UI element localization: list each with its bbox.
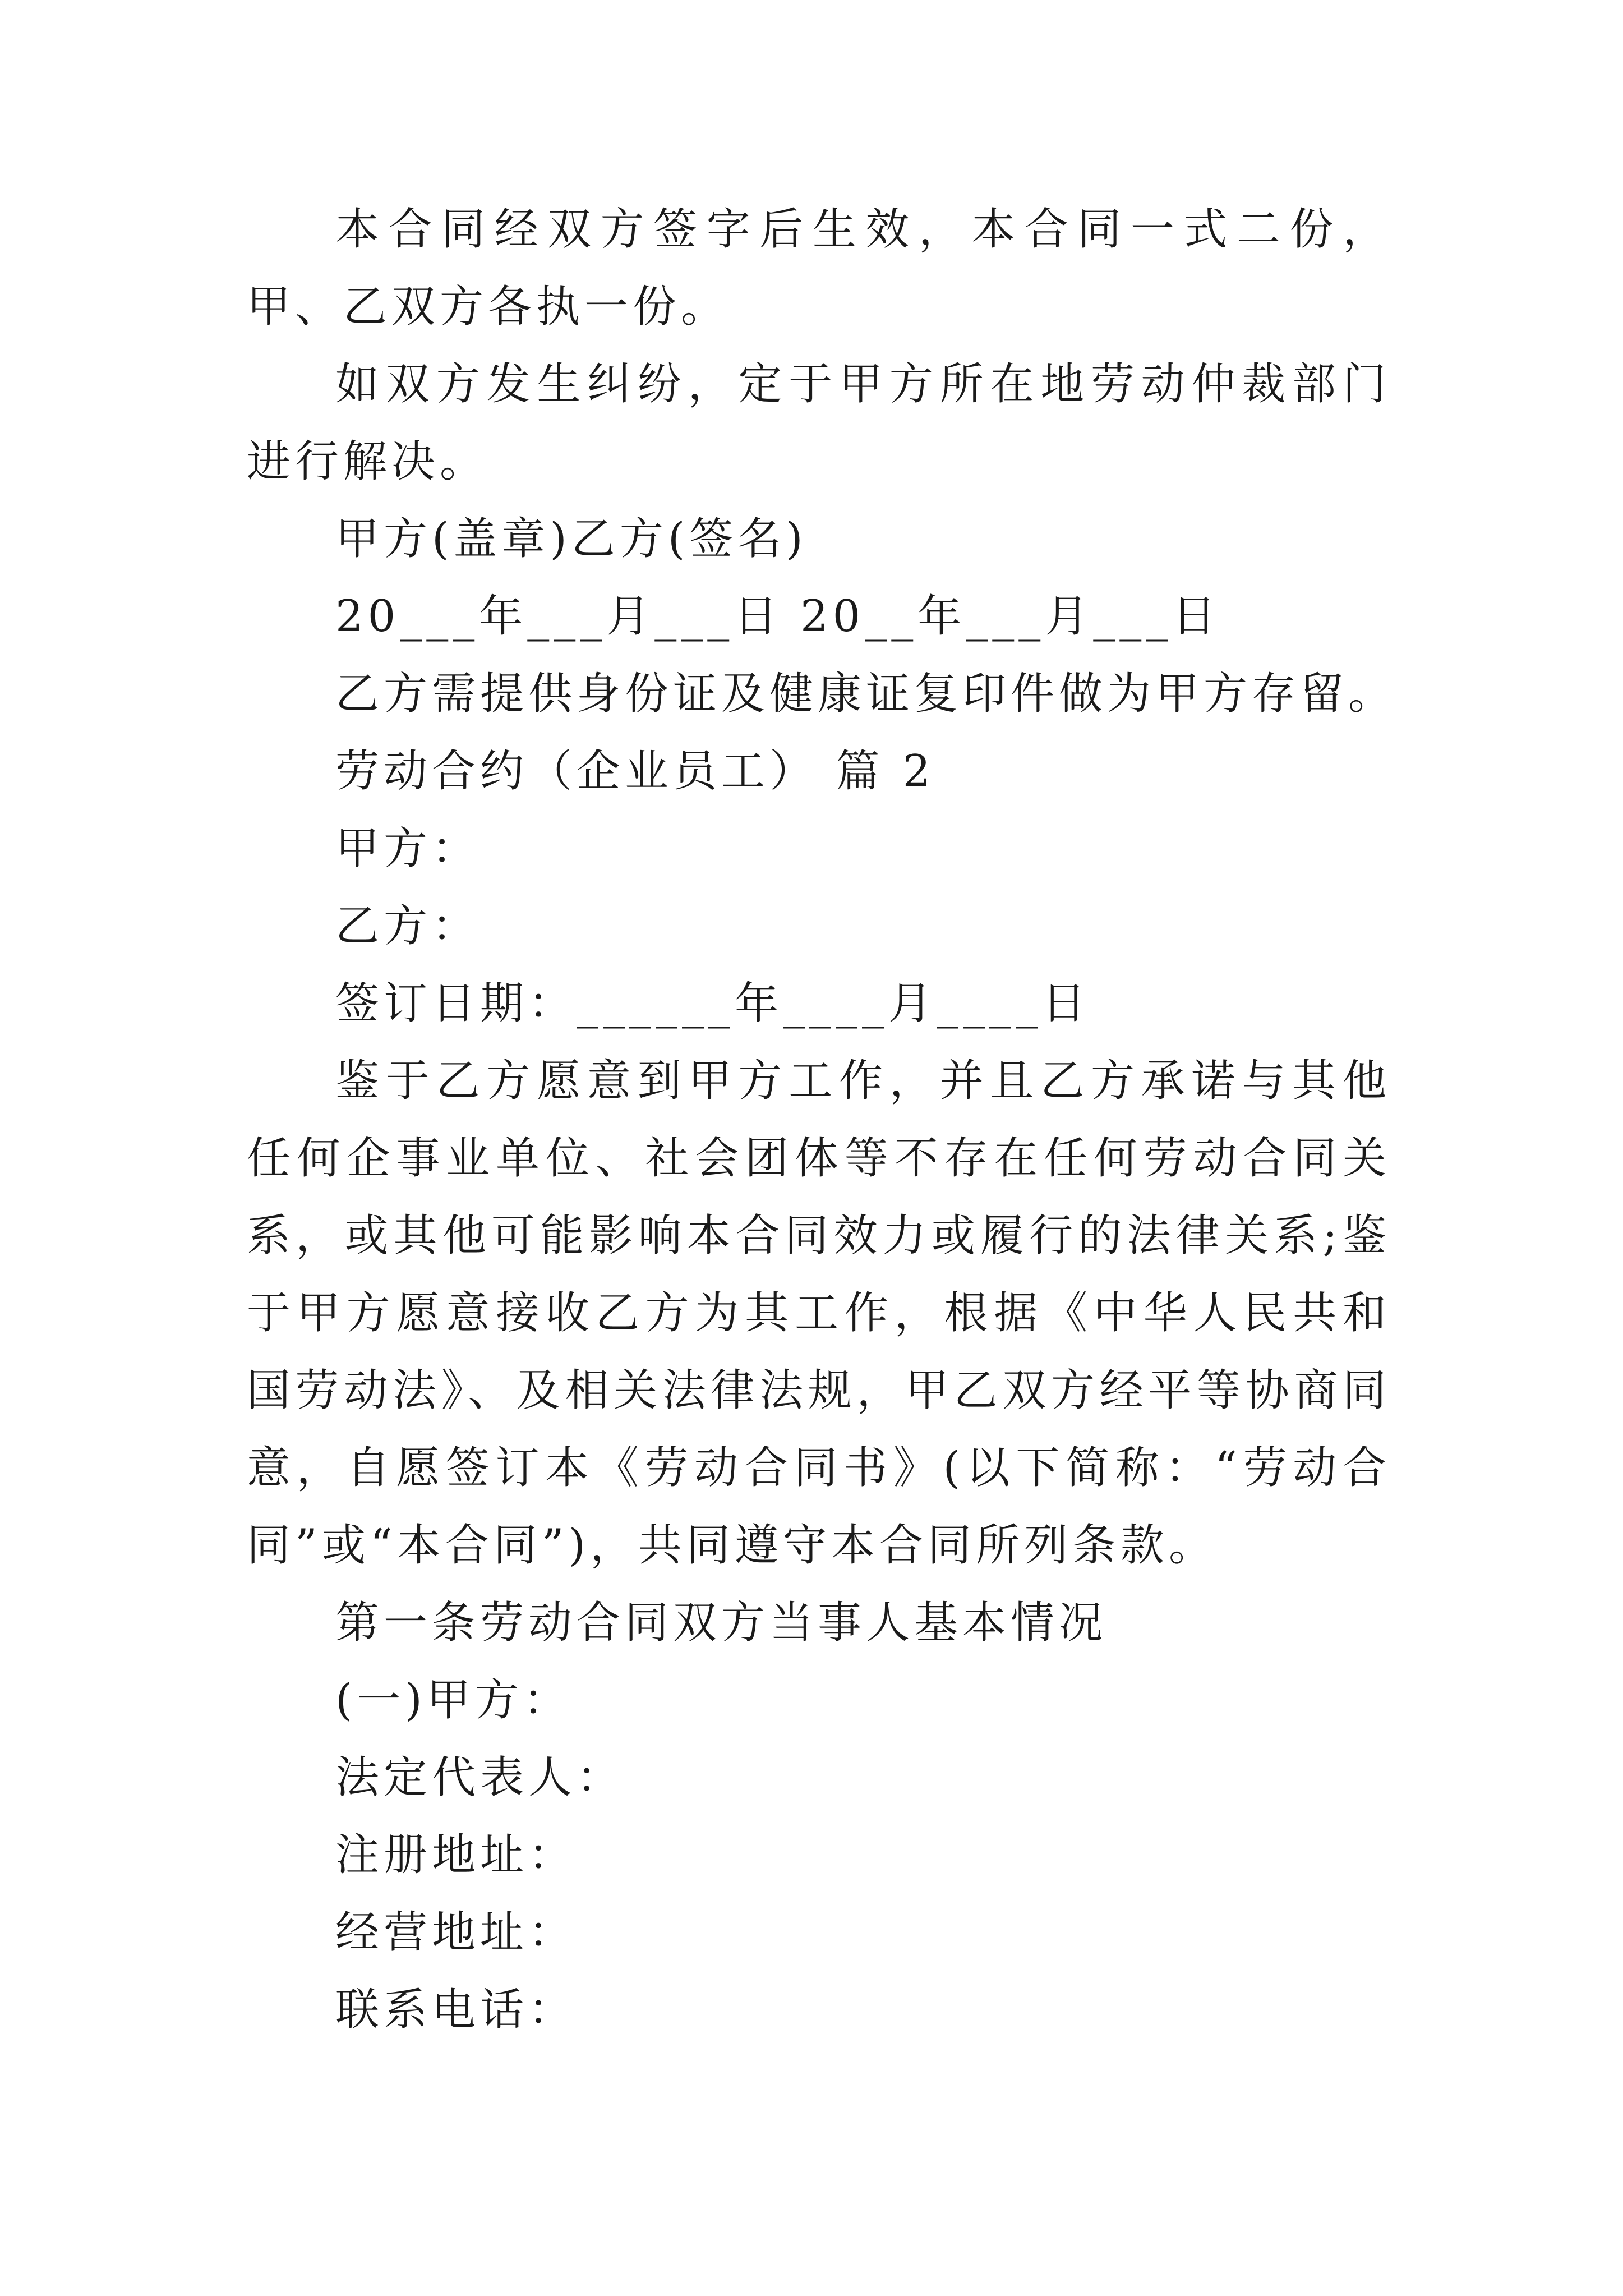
- signing-date-line: 签订日期：______年____月____日: [335, 978, 1091, 1029]
- document-body: [247, 191, 1397, 2049]
- article-one-heading: 第一条劳动合同双方当事人基本情况: [335, 1598, 1108, 1648]
- id-requirement-line: 乙方需提供身份证及健康证复印件做为甲方存留。: [335, 669, 1397, 719]
- paragraph-effectiveness: 本合同经双方签字后生效，本合同一式二份，甲、乙双方各执一份。: [247, 204, 1391, 332]
- paragraph-preamble: 鉴于乙方愿意到甲方工作，并且乙方承诺与其他任何企事业单位、社会团体等不存在任何劳动合同关系，或其他可能影响本合同效力或履行的法律关系;鉴于甲方愿意接收乙方为其工作，根据《中华人民共和国劳动法》、及相关法律法规，甲乙双方经平等协商同意，自愿签订本《劳动合同书》(以下简称：“劳动合同”或“本合同”)，共同遵守本合同所列条款。: [247, 1056, 1391, 1571]
- party-a-subheading: (一)甲方：: [335, 1675, 571, 1726]
- party-b-line: 乙方：: [335, 901, 481, 951]
- date-line: 20___年___月___日 20__年___月___日: [335, 591, 1221, 642]
- registered-address-line: 注册地址：: [335, 1830, 577, 1880]
- party-a-line: 甲方：: [335, 823, 481, 874]
- signature-line: 甲方(盖章)乙方(签名): [335, 514, 808, 564]
- business-address-line: 经营地址：: [335, 1907, 577, 1958]
- paragraph-dispute: 如双方发生纠纷，定于甲方所在地劳动仲裁部门进行解决。: [247, 359, 1391, 487]
- legal-representative-line: 法定代表人：: [335, 1752, 625, 1803]
- section-heading: 劳动合约（企业员工） 篇 2: [335, 746, 935, 797]
- phone-line: 联系电话：: [335, 1985, 577, 2035]
